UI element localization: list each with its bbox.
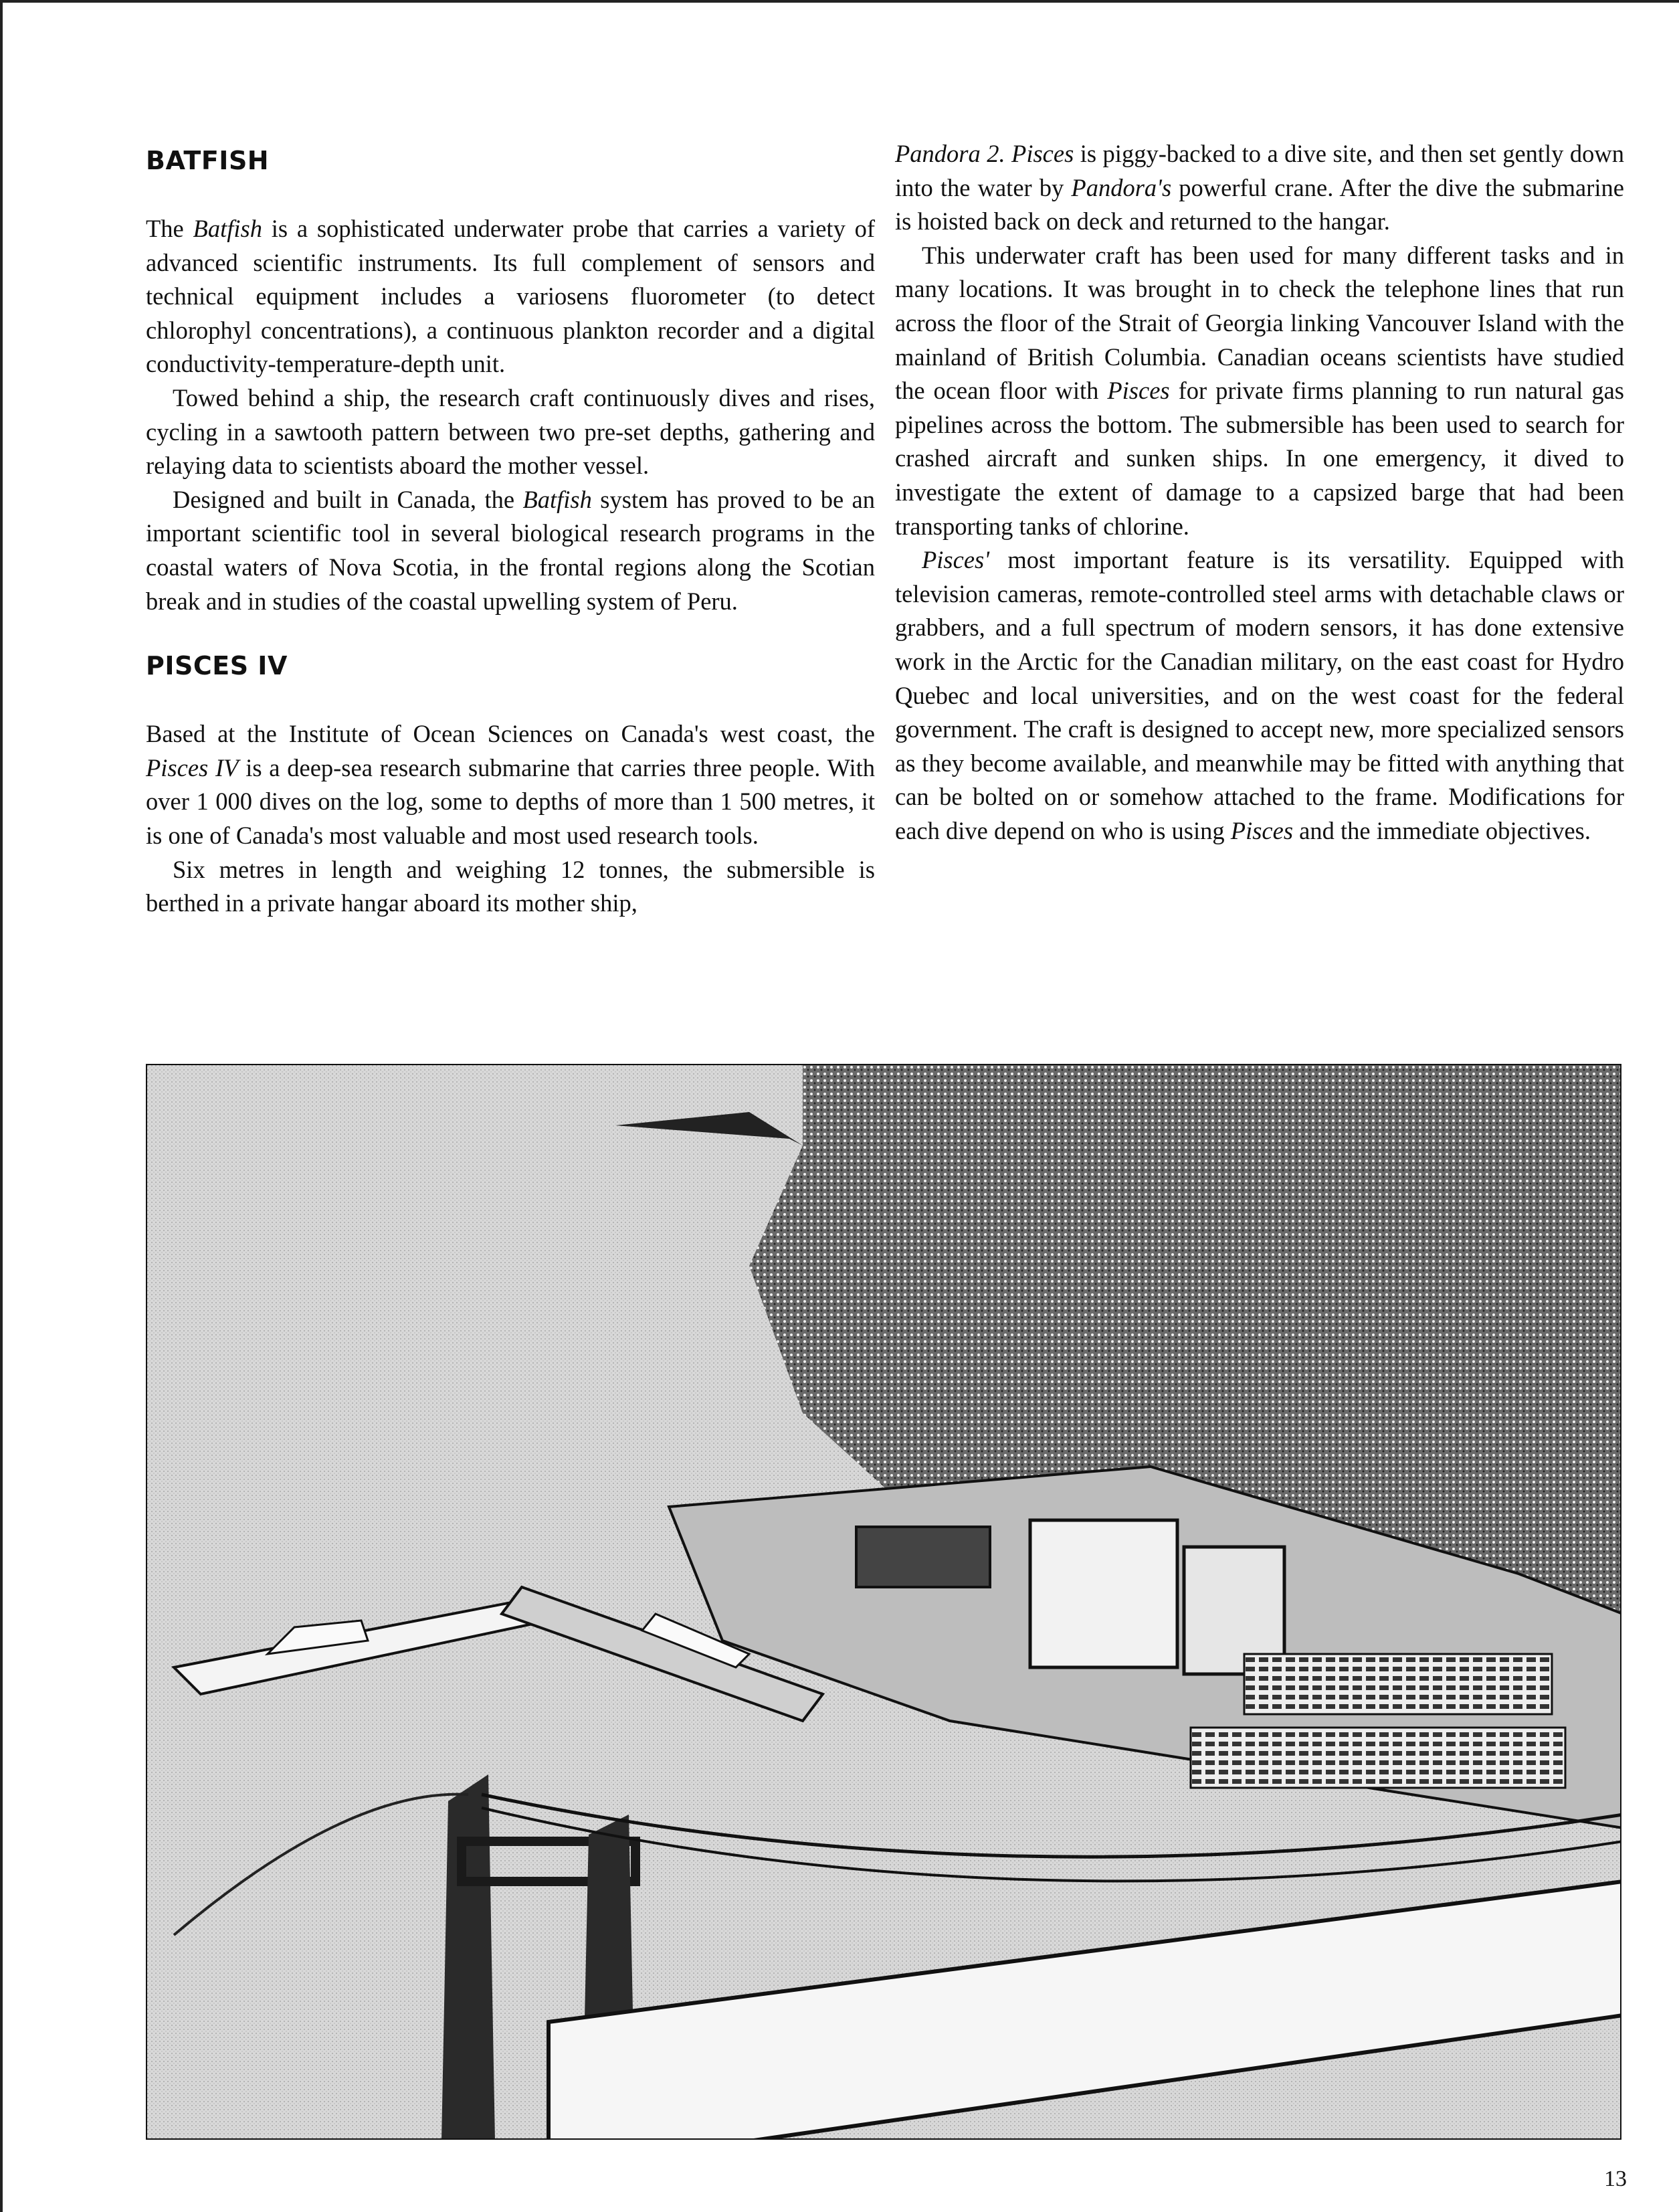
italic-term: Batfish [193, 215, 262, 242]
batfish-paragraph-1 [146, 212, 875, 381]
text-run: The [146, 215, 193, 242]
italic-term: Pisces' [922, 546, 990, 574]
text-run: system has proved to be an important scientific tool in several biological research programs in the coastal waters of Nova Scotia, in the frontal regions along the Scotian break and in studies of the coastal upwelling system of Peru. [146, 485, 875, 615]
batfish-paragraph-2: Towed behind a ship, the research craft continuously dives and rises, cycling in a sawtooth pattern between two pre-set depths, gathering and relaying data to scientists aboard the mother vessel. [146, 383, 875, 480]
pisces-paragraph-4 [895, 239, 1624, 543]
text-run: for private firms planning to run natural gas pipelines across the bottom. The submersible has been used to search for crashed aircraft and sunken ships. In one emergency, it dived to investigate the extent of damage to a capsized barge that had been transporting tanks of chlorine. [895, 377, 1624, 540]
italic-term: Batfish [522, 485, 592, 513]
scan-border-top [0, 0, 1679, 3]
italic-term: Pandora 2. Pisces [895, 140, 1074, 167]
pisces-paragraph-5 [895, 543, 1624, 848]
pisces-paragraph-3 [895, 137, 1624, 239]
italic-term: Pisces IV [146, 753, 239, 781]
scan-border-left [0, 0, 3, 2212]
text-run: and the immediate objectives. [1293, 816, 1591, 844]
text-run: This underwater craft has been used for many different tasks and in many locations. It was brought in to check the telephone lines that run across the floor of the Strait of Georgia linking Vancouver Island with the mainland of British Columbia. Canadian oceans scientists have studied the ocean floor with [895, 241, 1624, 405]
aerial-photo-institute [146, 1064, 1621, 2140]
batfish-heading: BATFISH [146, 146, 270, 175]
pisces-paragraph-2: Six metres in length and weighing 12 tonnes, the submersible is berthed in a private hangar aboard its mother ship, [146, 855, 875, 917]
italic-term: Pisces [1230, 816, 1294, 844]
text-run: powerful crane. After the dive the submarine is hoisted back on deck and returned to the hangar. [895, 173, 1624, 236]
text-run: Designed and built in Canada, the [173, 485, 523, 513]
italic-term: Pandora's [1071, 173, 1172, 201]
text-run: is a sophisticated underwater probe that carries a variety of advanced scientific instruments. Its full complement of sensors and technical equipment includes a variosens fluorometer (to detect chlorophyl concentrations), a continuous plankton recorder and a digital conductivity-temperature-depth unit. [146, 215, 875, 378]
text-run: most important feature is its versatility. Equipped with television cameras, remote-controlled steel arms with detachable claws or grabbers, and a full spectrum of modern sensors, it has done extensive work in the Arctic for the Canadian military, on the east coast for Hydro Quebec and local universities, and on the west coast for the federal government. The craft is designed to accept new, more specialized sensors as they become available, and meanwhile may be fitted with anything that can be bolted on or somehow attached to the frame. Modifications for each dive depend on who is using [895, 546, 1624, 844]
right-column [895, 137, 1624, 848]
page-number: 13 [1604, 2167, 1627, 2191]
text-run: Based at the Institute of Ocean Sciences on Canada's west coast, the [146, 720, 875, 748]
italic-term: Pisces [1107, 377, 1170, 405]
batfish-paragraph-3 [146, 483, 875, 618]
text-run: is a deep-sea research submarine that carries three people. With over 1 000 dives on the log, some to depths of more than 1 500 metres, it is one of Canada's most valuable and most used research tools. [146, 753, 875, 849]
left-column [146, 137, 875, 921]
aerial-photo-illustration [147, 1065, 1621, 2140]
pisces-paragraph-1 [146, 717, 875, 852]
text-run: is piggy-backed to a dive site, and then set gently down into the water by [895, 140, 1624, 201]
pisces-heading: PISCES IV [146, 651, 288, 681]
